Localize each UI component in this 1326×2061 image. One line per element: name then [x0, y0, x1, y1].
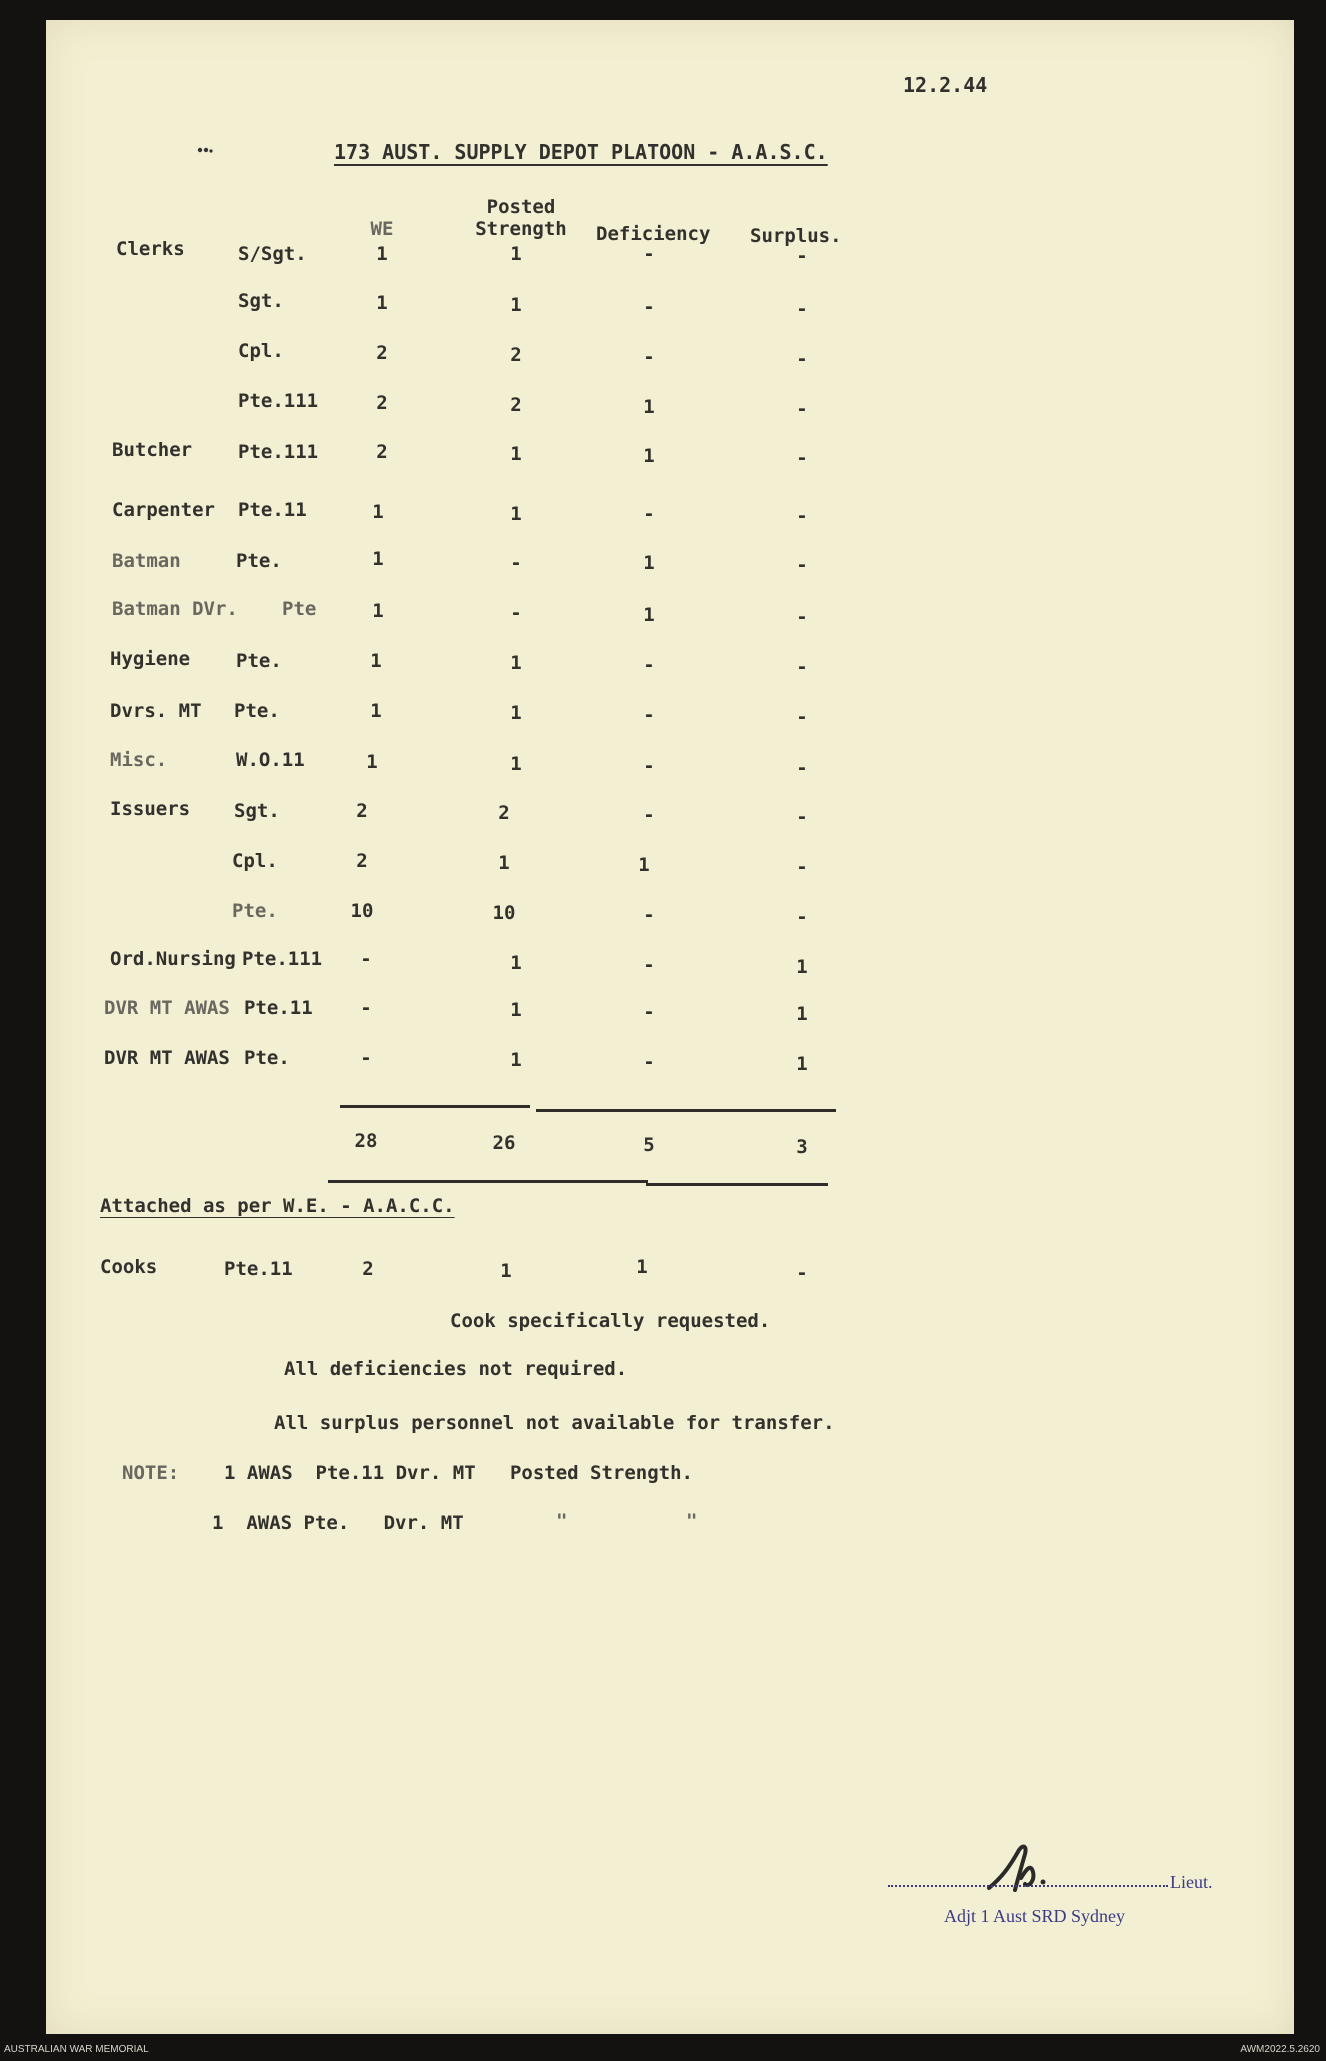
document-date: 12.2.44 — [903, 73, 988, 97]
row-deficiency: 1 — [638, 854, 650, 876]
row-surplus: - — [796, 856, 808, 878]
note-surplus: All surplus personnel not available for transfer. — [274, 1412, 835, 1434]
row-surplus: - — [796, 398, 808, 420]
row-surplus: - — [796, 505, 808, 527]
note-deficiencies: All deficiencies not required. — [284, 1358, 628, 1380]
attached-rank: Pte.11 — [224, 1258, 293, 1280]
ink-dots — [196, 145, 216, 155]
note-line-1: 1 AWAS Pte.11 Dvr. MT Posted Strength. — [224, 1462, 693, 1484]
row-rank: Pte.11 — [244, 997, 313, 1019]
row-we: 1 — [370, 700, 382, 722]
row-surplus: 1 — [796, 1053, 808, 1075]
row-category: Clerks — [116, 238, 185, 260]
row-we: 2 — [356, 850, 368, 872]
row-posted: 1 — [510, 999, 522, 1021]
row-category: Misc. — [110, 749, 168, 771]
row-rank: Pte.111 — [238, 441, 319, 463]
total-rule-bottom-right — [646, 1183, 828, 1186]
header-strength: Strength — [475, 218, 567, 240]
signature-line — [888, 1885, 1168, 1887]
row-posted: 1 — [510, 443, 522, 465]
signature-mark — [981, 1838, 1061, 1898]
row-we: 1 — [370, 650, 382, 672]
row-category: DVR MT AWAS — [104, 1047, 230, 1069]
note-line-2: 1 AWAS Pte. Dvr. MT — [212, 1512, 464, 1534]
row-deficiency: - — [643, 243, 655, 265]
row-we: 1 — [372, 548, 384, 570]
row-we: 2 — [376, 342, 388, 364]
row-deficiency: - — [643, 1001, 655, 1023]
row-category: Batman — [112, 550, 181, 572]
row-rank: Pte. — [232, 900, 278, 922]
row-posted: 1 — [498, 852, 510, 874]
row-surplus: 1 — [796, 956, 808, 978]
row-we: 2 — [376, 441, 388, 463]
row-we: 2 — [356, 800, 368, 822]
row-deficiency: 1 — [643, 445, 655, 467]
row-deficiency: - — [643, 804, 655, 826]
row-posted: 2 — [510, 394, 522, 416]
row-deficiency: - — [643, 654, 655, 676]
row-posted: 1 — [510, 243, 522, 265]
row-deficiency: 1 — [643, 552, 655, 574]
row-category: Carpenter — [112, 499, 215, 521]
row-category: Issuers — [110, 798, 191, 820]
row-posted: 1 — [510, 702, 522, 724]
header-deficiency: Deficiency — [596, 223, 711, 245]
header-surplus: Surplus. — [750, 225, 842, 247]
total-we: 28 — [354, 1130, 378, 1152]
row-rank: Pte. — [236, 550, 282, 572]
row-rank: Pte.111 — [242, 948, 323, 970]
row-surplus: - — [796, 656, 808, 678]
row-rank: Sgt. — [238, 290, 284, 312]
row-posted: - — [510, 602, 522, 624]
total-rule-top-right — [536, 1109, 836, 1112]
row-surplus: - — [796, 757, 808, 779]
total-surplus: 3 — [796, 1136, 808, 1158]
row-surplus: - — [796, 447, 808, 469]
attached-posted: 1 — [500, 1260, 512, 1282]
row-posted: 1 — [510, 503, 522, 525]
row-posted: 2 — [510, 344, 522, 366]
header-posted: Posted — [486, 196, 556, 218]
row-deficiency: - — [643, 755, 655, 777]
row-category: Batman DVr. — [112, 598, 238, 620]
attached-surplus: - — [796, 1262, 808, 1284]
row-we: - — [360, 948, 372, 970]
row-posted: 1 — [510, 294, 522, 316]
row-surplus: 1 — [796, 1003, 808, 1025]
row-rank: S/Sgt. — [238, 243, 307, 265]
row-surplus: - — [796, 245, 808, 267]
row-rank: Sgt. — [234, 800, 280, 822]
row-we: - — [360, 1047, 372, 1069]
attached-heading: Attached as per W.E. - A.A.C.C. — [100, 1195, 455, 1217]
row-we: 2 — [376, 392, 388, 414]
row-rank: Pte. — [244, 1047, 290, 1069]
row-category: Dvrs. MT — [110, 700, 202, 722]
row-surplus: - — [796, 906, 808, 928]
row-rank: Cpl. — [238, 340, 284, 362]
row-posted: 1 — [510, 952, 522, 974]
row-rank: W.O.11 — [236, 749, 305, 771]
footer-left: AUSTRALIAN WAR MEMORIAL — [4, 2044, 149, 2055]
row-rank: Pte.111 — [238, 390, 319, 412]
row-posted: 1 — [510, 652, 522, 674]
row-surplus: - — [796, 706, 808, 728]
row-posted: 10 — [492, 902, 516, 924]
signature-rank: Lieut. — [1170, 1872, 1213, 1892]
row-we: 10 — [350, 900, 374, 922]
note-ditto-1: " — [556, 1510, 568, 1532]
row-surplus: - — [796, 348, 808, 370]
row-rank: Cpl. — [232, 850, 278, 872]
row-rank: Pte — [282, 598, 317, 620]
attached-we: 2 — [362, 1258, 374, 1280]
attached-category: Cooks — [100, 1256, 158, 1278]
note-ditto-2: " — [686, 1510, 698, 1532]
header-we: WE — [370, 218, 394, 240]
row-deficiency: - — [643, 503, 655, 525]
row-posted: - — [510, 552, 522, 574]
row-we: 1 — [372, 600, 384, 622]
row-deficiency: - — [643, 704, 655, 726]
row-surplus: - — [796, 806, 808, 828]
row-we: 1 — [376, 243, 388, 265]
total-rule-top-left — [340, 1105, 530, 1108]
row-posted: 1 — [510, 1049, 522, 1071]
row-posted: 1 — [510, 753, 522, 775]
footer-right: AWM2022.5.2620 — [1240, 2044, 1320, 2055]
total-rule-bottom-left — [328, 1180, 648, 1183]
row-deficiency: - — [643, 1051, 655, 1073]
row-deficiency: 1 — [643, 396, 655, 418]
row-category: Ord.Nursing — [110, 948, 236, 970]
row-category: Hygiene — [110, 648, 191, 670]
row-deficiency: 1 — [643, 604, 655, 626]
row-surplus: - — [796, 606, 808, 628]
row-deficiency: - — [643, 346, 655, 368]
row-rank: Pte.11 — [238, 499, 307, 521]
row-deficiency: - — [643, 904, 655, 926]
note-label: NOTE: — [122, 1462, 180, 1484]
row-we: 1 — [376, 292, 388, 314]
signature-caption: Adjt 1 Aust SRD Sydney — [944, 1906, 1126, 1926]
row-we: 1 — [366, 751, 378, 773]
note-cook: Cook specifically requested. — [450, 1310, 771, 1332]
total-deficiency: 5 — [643, 1134, 655, 1156]
row-category: Butcher — [112, 439, 193, 461]
row-category: DVR MT AWAS — [104, 997, 230, 1019]
attached-deficiency: 1 — [636, 1256, 648, 1278]
row-we: 1 — [372, 501, 384, 523]
total-posted: 26 — [492, 1132, 516, 1154]
row-rank: Pte. — [234, 700, 280, 722]
row-deficiency: - — [643, 296, 655, 318]
row-rank: Pte. — [236, 650, 282, 672]
row-surplus: - — [796, 298, 808, 320]
row-deficiency: - — [643, 954, 655, 976]
document-title: 173 AUST. SUPPLY DEPOT PLATOON - A.A.S.C. — [334, 140, 828, 164]
row-we: - — [360, 997, 372, 1019]
row-surplus: - — [796, 554, 808, 576]
row-posted: 2 — [498, 802, 510, 824]
document-page — [46, 20, 1294, 2034]
